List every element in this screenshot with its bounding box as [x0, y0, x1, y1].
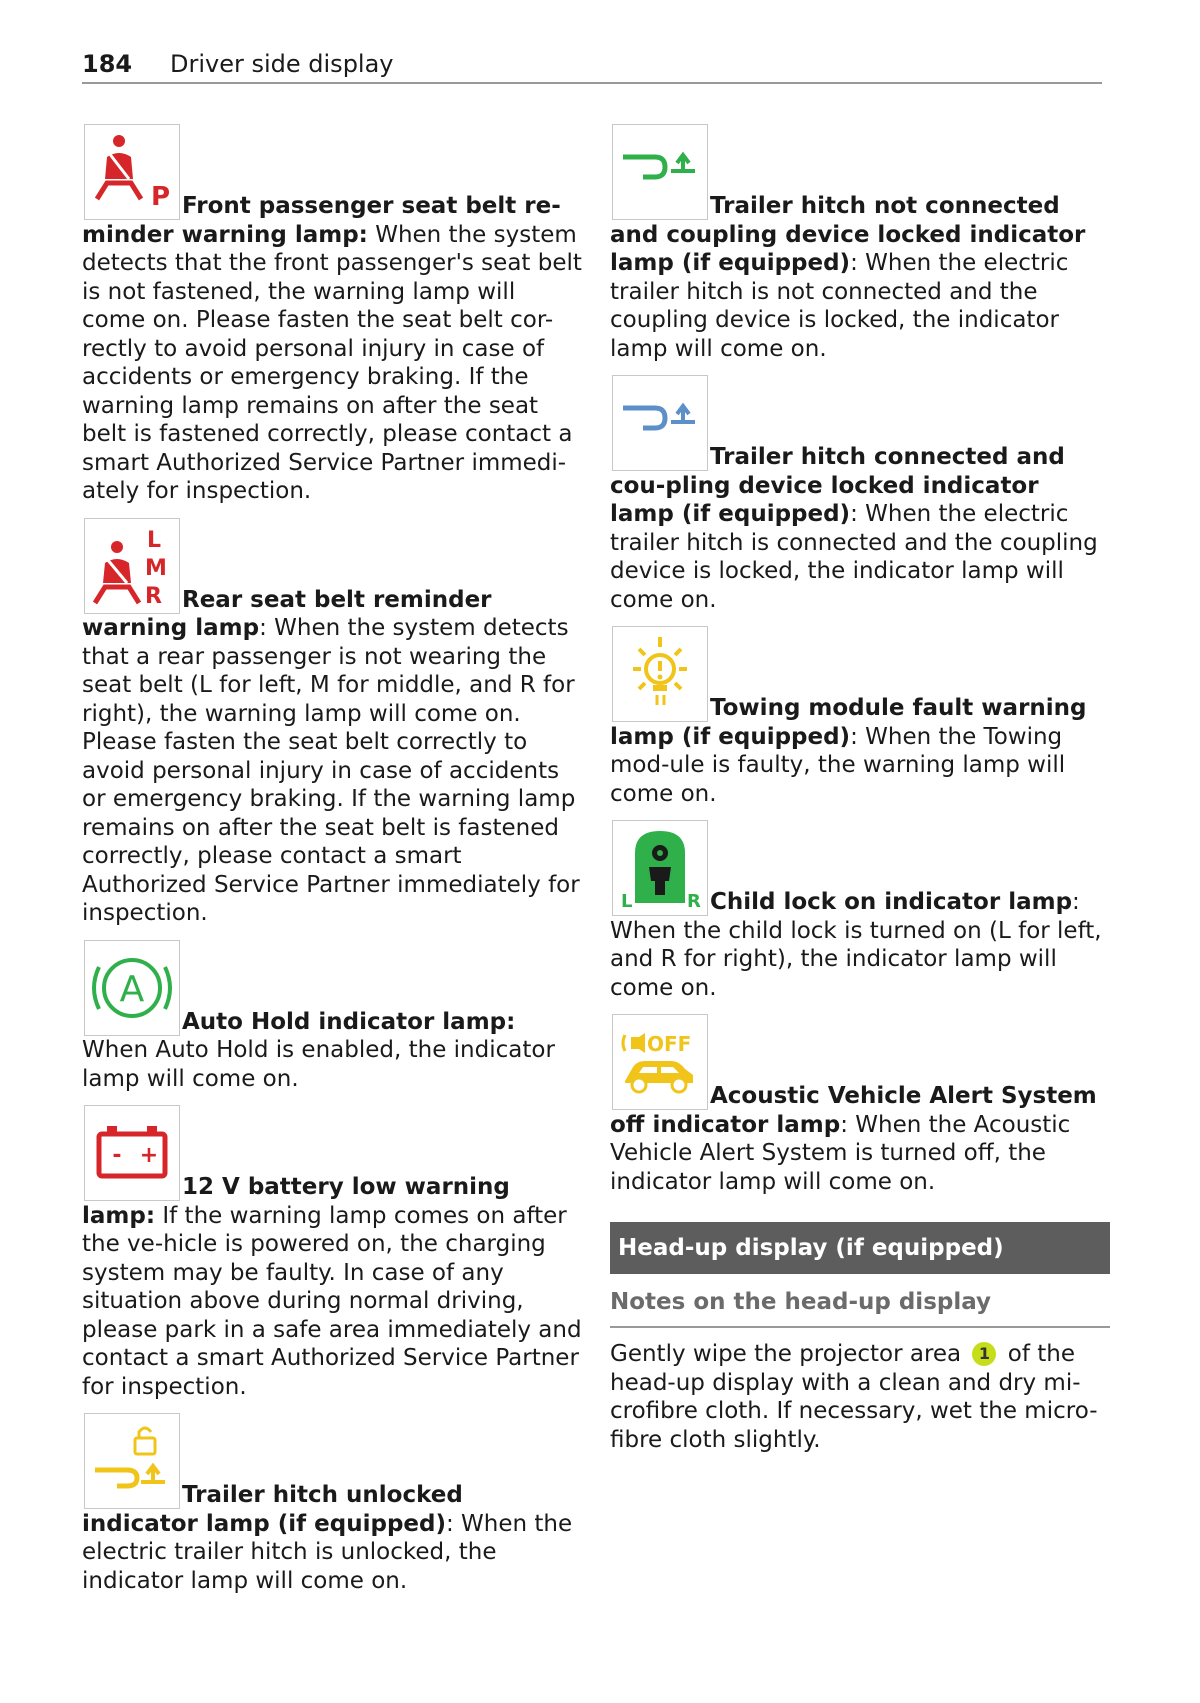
entry-title: Trailer hitch unlocked indicator lamp (if equipped)	[82, 1482, 463, 1537]
hud-section-heading: Head-up display (if equipped)	[610, 1222, 1110, 1274]
battery-icon	[84, 1105, 180, 1201]
towing-module-fault-icon	[612, 626, 708, 722]
svg-text:+: +	[139, 1143, 159, 1168]
section-title: Driver side display	[170, 50, 394, 78]
svg-text:M: M	[145, 555, 167, 581]
entry-title: 12 V battery low warning lamp:	[82, 1174, 510, 1229]
towing-module-fault-entry	[610, 626, 1110, 808]
page-header	[82, 44, 1102, 84]
entry-body: : When the Acoustic Vehicle Alert System is turned off, the indicator lamp will come on.	[610, 1111, 1071, 1195]
entry-body: : When the electric trailer hitch is unlocked, the indicator lamp will come on.	[82, 1510, 573, 1594]
auto-hold-icon	[84, 940, 180, 1036]
entry-body: : When the system detects that a rear passenger is not wearing the seat belt (L for left, M for middle, and R for right), the warning lamp will come on. Please fasten the seat belt correctly to avoid personal injury in case of accidents or emergency braking. If the warning lamp remains on after the seat belt is fastened correctly, please contact a smart Authorized Service Partner immediately for inspection.	[82, 615, 580, 926]
page-number: 184	[82, 50, 133, 78]
seatbelt-p-icon	[84, 124, 180, 220]
child-lock-icon	[612, 820, 708, 916]
svg-text:R: R	[687, 891, 701, 912]
svg-text:P: P	[151, 182, 171, 212]
entry-title: Trailer hitch connected and cou-pling device locked indicator lamp (if equipped)	[610, 444, 1065, 527]
avas-off-icon	[612, 1014, 708, 1110]
entry-title: Auto Hold indicator lamp:	[182, 1008, 516, 1035]
entry-title: Towing module fault warning lamp (if equipped)	[610, 695, 1087, 750]
entry-body: : When the Towing mod-ule is faulty, the warning lamp will come on.	[610, 723, 1066, 807]
seatbelt-lmr-icon	[84, 518, 180, 614]
hud-text-before: Gently wipe the projector area	[610, 1341, 969, 1367]
hud-body-text	[610, 1340, 1110, 1454]
hud-text-after: of the head-up display with a clean and dry mi-crofibre cloth. If necessary, wet the micro-fibre cloth slightly.	[610, 1341, 1098, 1453]
entry-body: If the warning lamp comes on after the ve-hicle is powered on, the charging system may be faulty. In case of any situation above during normal driving, please park in a safe area immediately and contact a smart Authorized Service Partner for inspection.	[82, 1202, 582, 1400]
auto-hold-entry	[82, 940, 582, 1094]
entry-title: Front passenger seat belt re-minder warning lamp:	[82, 193, 561, 248]
trailer-hitch-unlocked-entry	[82, 1413, 582, 1595]
trailer-hitch-connected-entry	[610, 375, 1110, 614]
entry-body: : When the electric trailer hitch is connected and the coupling device is locked, the indicator lamp will come on.	[610, 501, 1098, 613]
hud-sub-heading: Notes on the head-up display	[610, 1284, 1110, 1328]
avas-off-entry	[610, 1014, 1110, 1196]
trailer-hitch-connected-icon	[612, 375, 708, 471]
entry-body: When Auto Hold is enabled, the indicator lamp will come on.	[82, 1037, 555, 1092]
entry-body: : When the electric trailer hitch is not connected and the coupling device is locked, the indicator lamp will come on.	[610, 250, 1069, 362]
entry-title: Trailer hitch not connected and coupling device locked indicator lamp (if equipped)	[610, 193, 1086, 276]
battery-entry	[82, 1105, 582, 1401]
entry-body: When the system detects that the front passenger's seat belt is not fastened, the warning lamp will come on. Please fasten the seat belt cor-rectly to avoid personal injury in case of accidents or emergency braking. If the warning lamp remains on after the seat belt is fastened correctly, please contact a smart Authorized Service Partner immedi-ately for inspection.	[82, 221, 582, 504]
left-column	[82, 124, 582, 1607]
svg-text:-: -	[112, 1143, 122, 1168]
svg-text:L: L	[147, 527, 162, 553]
trailer-hitch-not-connected-entry	[610, 124, 1110, 363]
trailer-hitch-not-connected-icon	[612, 124, 708, 220]
svg-text:R: R	[145, 583, 162, 609]
entry-body: : When the child lock is turned on (L for left, and R for right), the indicator lamp will come on.	[610, 889, 1102, 1001]
right-column	[610, 124, 1110, 1454]
entry-title: Acoustic Vehicle Alert System off indicator lamp	[610, 1083, 1097, 1138]
svg-text:L: L	[621, 891, 633, 912]
callout-badge: 1	[972, 1342, 996, 1366]
trailer-hitch-unlocked-icon	[84, 1413, 180, 1509]
entry-title: Rear seat belt reminder warning lamp	[82, 586, 492, 641]
child-lock-entry	[610, 820, 1110, 1002]
entry-title: Child lock on indicator lamp	[710, 889, 1073, 915]
rear-seatbelt-entry	[82, 518, 582, 928]
svg-text:A: A	[119, 968, 145, 1010]
svg-text:OFF: OFF	[647, 1032, 692, 1056]
front-passenger-seatbelt-entry	[82, 124, 582, 506]
